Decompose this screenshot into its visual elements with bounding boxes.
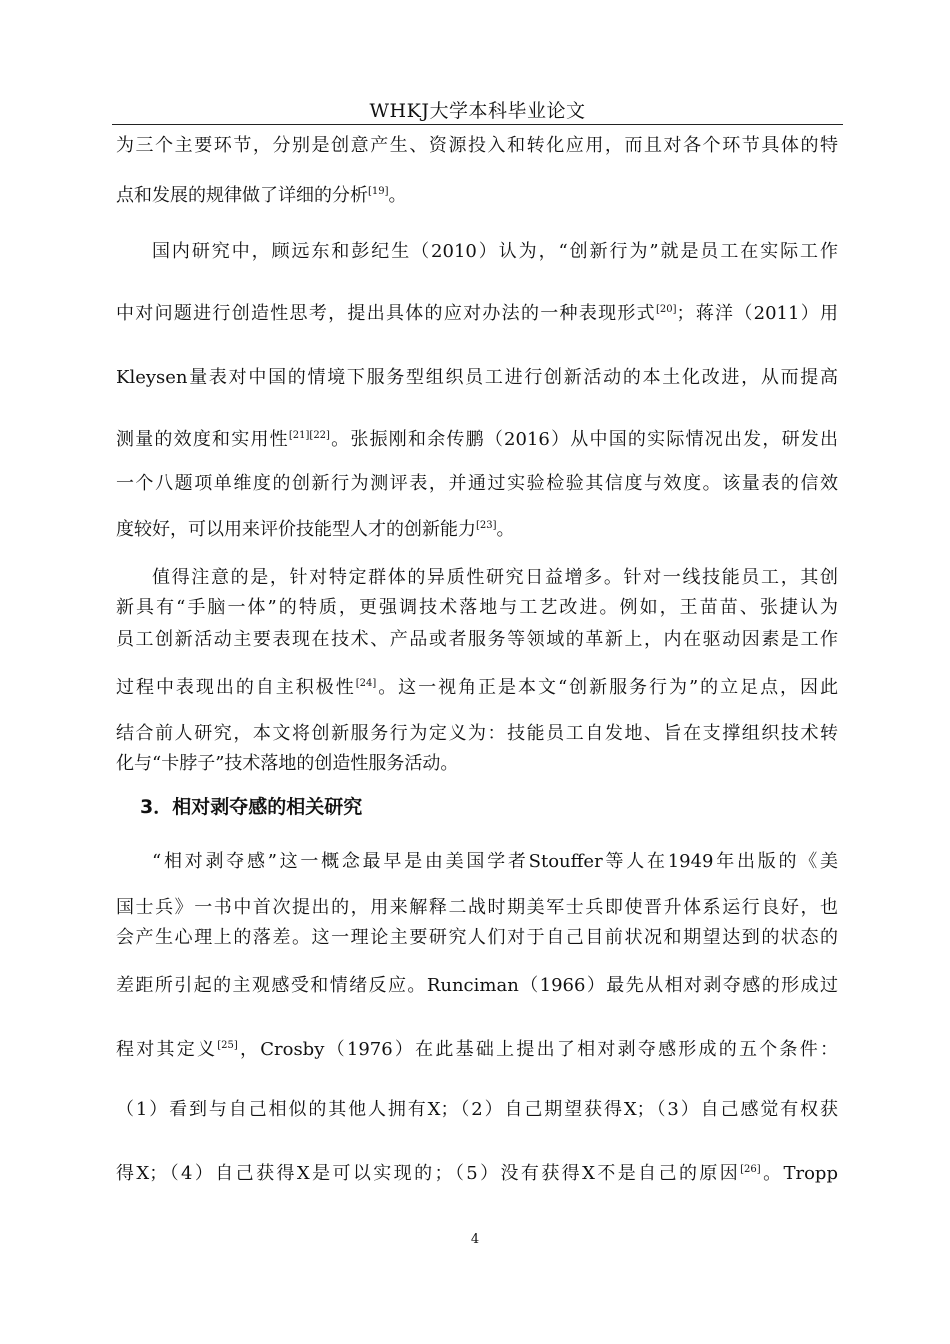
text-line: 程对其定义[25]，Crosby（1976）在此基础上提出了相对剥夺感形成的五个条件： [116, 1039, 839, 1060]
text-line: 中对问题进行创造性思考，提出具体的应对办法的一种表现形式[20]；蒋洋（2011）用 [116, 303, 838, 324]
page-header [112, 96, 843, 124]
text-line: 差距所引起的主观感受和情绪反应。Runciman（1966）最先从相对剥夺感的形成过 [116, 975, 838, 996]
text-line: 点和发展的规律做了详细的分析[19]。 [116, 185, 407, 206]
citation: [24] [355, 678, 377, 689]
text-line: 过程中表现出的自主积极性[24]。这一视角正是本文“创新服务行为”的立足点，因此 [116, 677, 838, 698]
text-line: 测量的效度和实用性[21][22]。张振刚和余传鹏（2016）从中国的实际情况出发，研发出 [116, 429, 838, 450]
text-line: 国士兵》一书中首次提出的，用来解释二战时期美军士兵即使晋升体系运行良好，也 [116, 897, 838, 918]
text-line: Kleysen量表对中国的情境下服务型组织员工进行创新活动的本土化改进，从而提高 [116, 367, 838, 388]
citation: [20] [655, 304, 677, 315]
header-title: WHKJ大学本科毕业论文 [369, 100, 586, 122]
text-line: 国内研究中，顾远东和彭纪生（2010）认为，“创新行为”就是员工在实际工作 [152, 241, 838, 262]
citation: [26] [740, 1164, 761, 1175]
text-line: 值得注意的是，针对特定群体的异质性研究日益增多。针对一线技能员工，其创 [152, 567, 838, 588]
text-line: “相对剥夺感”这一概念最早是由美国学者Stouffer等人在1949年出版的《美 [152, 851, 838, 872]
page-number: 4 [470, 1232, 480, 1247]
citation: [21][22] [288, 430, 330, 441]
text-line: 会产生心理上的落差。这一理论主要研究人们对于自己目前状况和期望达到的状态的 [116, 927, 838, 948]
text-line: （1）看到与自己相似的其他人拥有X；（2）自己期望获得X；（3）自己感觉有权获 [116, 1099, 838, 1120]
text-line: 度较好，可以用来评价技能型人才的创新能力[23]。 [116, 519, 515, 540]
text-line: 结合前人研究，本文将创新服务行为定义为：技能员工自发地、旨在支撑组织技术转 [116, 723, 838, 744]
text-line: 一个八题项单维度的创新行为测评表，并通过实验检验其信度与效度。该量表的信效 [116, 473, 838, 494]
text-line: 员工创新活动主要表现在技术、产品或者服务等领域的革新上，内在驱动因素是工作 [116, 629, 838, 650]
text-line: 新具有“手脑一体”的特质，更强调技术落地与工艺改进。例如，王苗苗、张捷认为 [116, 597, 838, 618]
section-heading: 3．相对剥夺感的相关研究 [140, 796, 363, 818]
header-rule [112, 124, 843, 125]
citation: [23] [476, 520, 497, 531]
citation: [19] [368, 186, 389, 197]
text-line: 得X；（4）自己获得X是可以实现的；（5）没有获得X不是自己的原因[26]。Tropp [116, 1163, 838, 1184]
text-line: 为三个主要环节，分别是创意产生、资源投入和转化应用，而且对各个环节具体的特 [116, 135, 838, 156]
text-line: 化与“卡脖子”技术落地的创造性服务活动。 [116, 753, 459, 774]
citation: [25] [217, 1040, 238, 1051]
